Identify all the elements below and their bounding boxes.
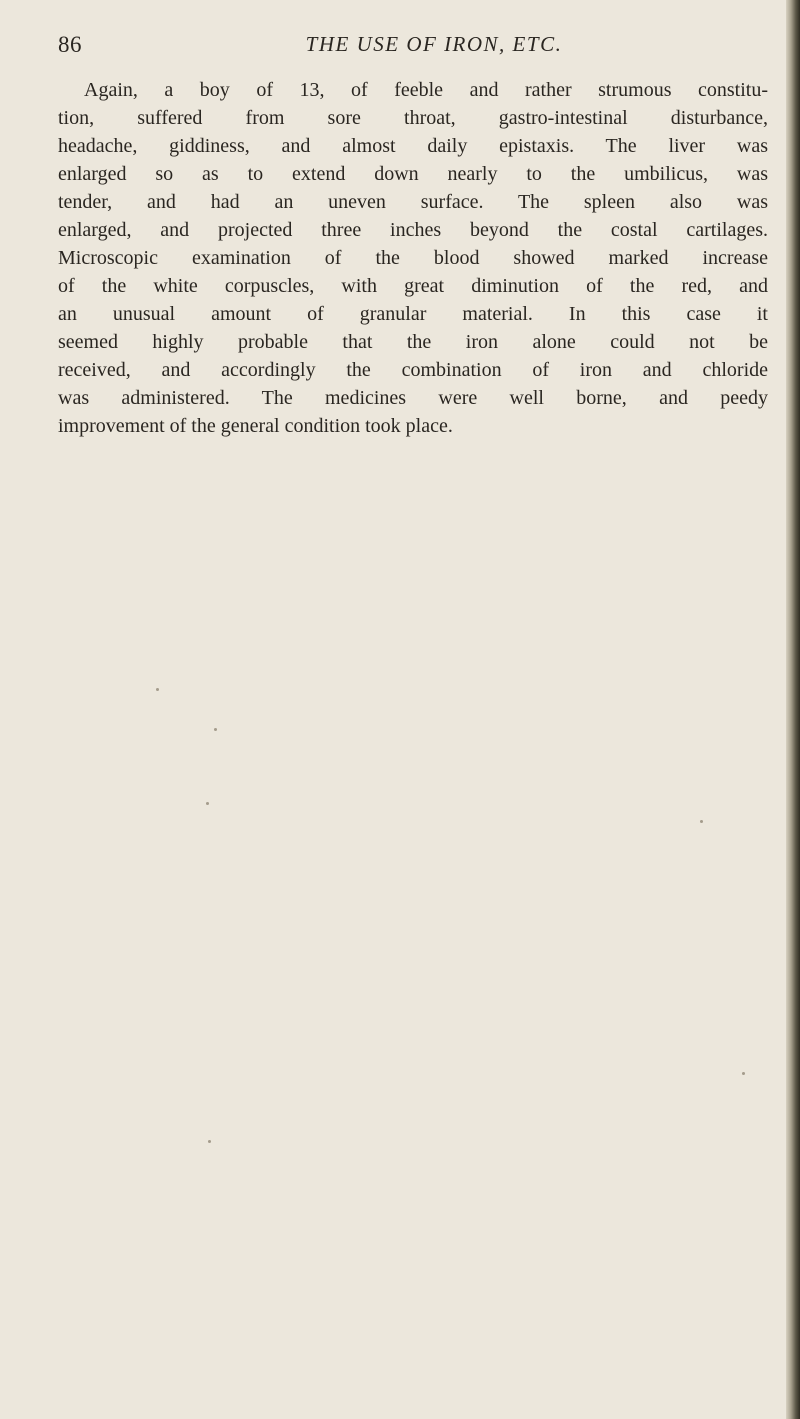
page-header bbox=[58, 30, 770, 62]
text-line: an unusual amount of granular material. In this case it bbox=[58, 303, 768, 325]
paragraph bbox=[58, 76, 768, 440]
text-line: tender, and had an uneven surface. The spleen also was bbox=[58, 191, 768, 213]
text-line: enlarged, and projected three inches beyond the costal cartilages. bbox=[58, 219, 768, 241]
text-line: headache, giddiness, and almost daily epistaxis. The liver was bbox=[58, 135, 768, 157]
text-line: tion, suffered from sore throat, gastro-intestinal disturbance, bbox=[58, 107, 768, 129]
running-title: THE USE OF IRON, ETC. bbox=[305, 32, 563, 56]
text-line: received, and accordingly the combination of iron and chloride bbox=[58, 359, 768, 381]
paper-speck bbox=[156, 688, 159, 691]
paper-speck bbox=[700, 820, 703, 823]
text-line: seemed highly probable that the iron alone could not be bbox=[58, 331, 768, 353]
paper-speck bbox=[206, 802, 209, 805]
page-number: 86 bbox=[58, 32, 82, 57]
text-line: of the white corpuscles, with great diminution of the red, and bbox=[58, 275, 768, 297]
page-edge-shadow bbox=[786, 0, 800, 1419]
paper-speck bbox=[214, 728, 217, 731]
text-line: was administered. The medicines were well borne, and peedy bbox=[58, 387, 768, 409]
text-line: Again, a boy of 13, of feeble and rather strumous constitu- bbox=[84, 79, 768, 101]
paper-speck bbox=[742, 1072, 745, 1075]
text-line: improvement of the general condition took place. bbox=[58, 415, 453, 437]
text-line: enlarged so as to extend down nearly to the umbilicus, was bbox=[58, 163, 768, 185]
paper-speck bbox=[208, 1140, 211, 1143]
text-line: Microscopic examination of the blood showed marked increase bbox=[58, 247, 768, 269]
